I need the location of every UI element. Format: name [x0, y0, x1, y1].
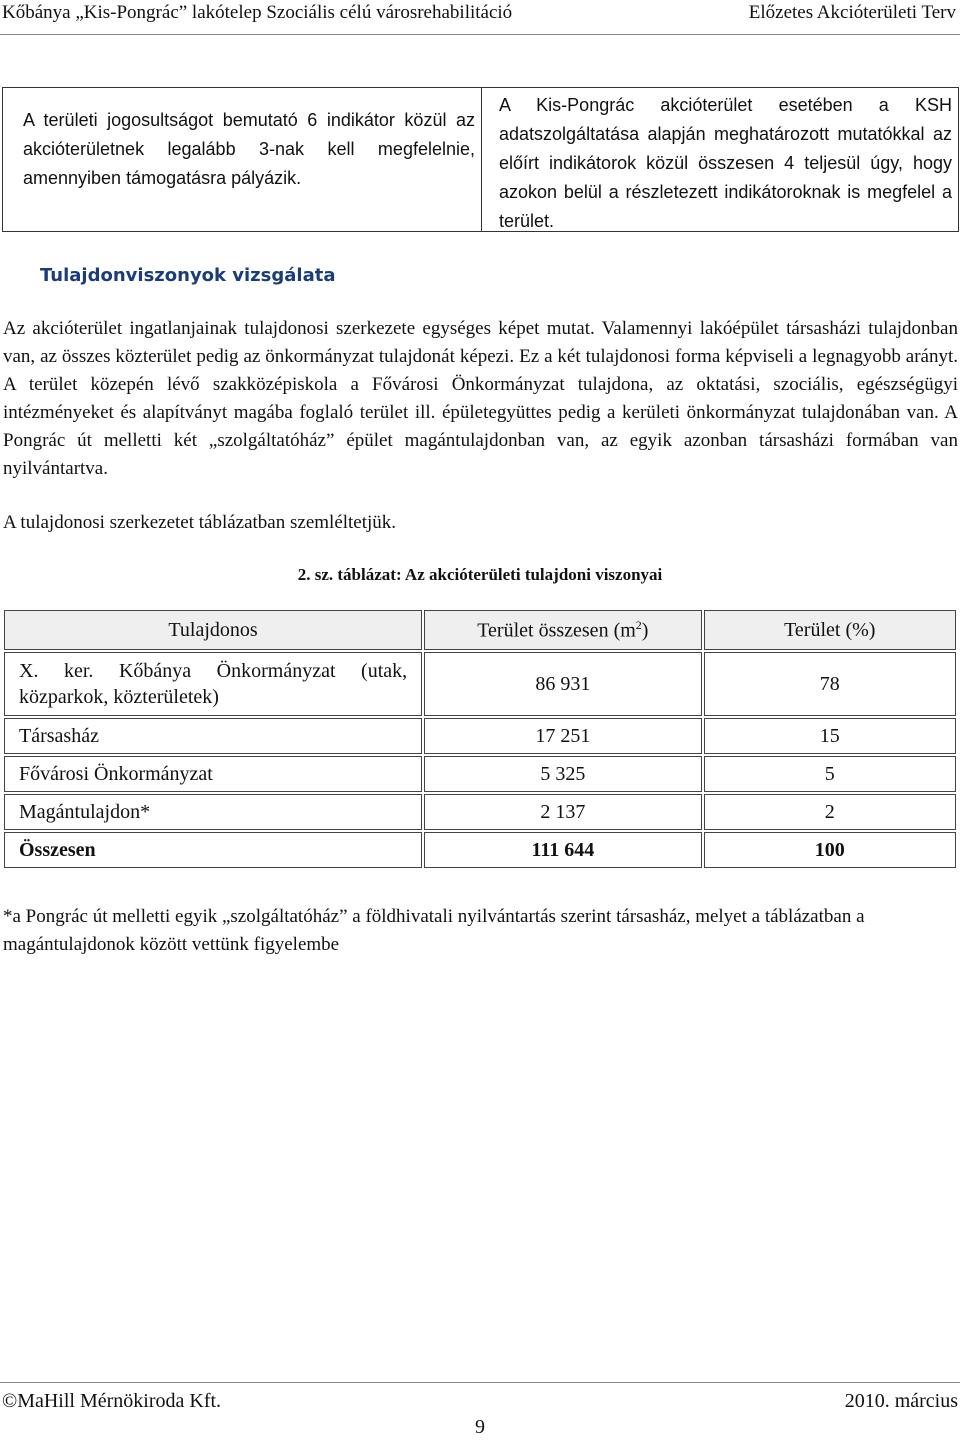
- percent-cell: 15: [704, 718, 956, 754]
- info-box-left: A területi jogosultságot bemutató 6 indikátor közül az akcióterületnek legalább 3-nak kell megfelelnie, amennyiben támogatásra pályázik.: [2, 87, 482, 232]
- table-row: [4, 794, 956, 830]
- footer-divider: [0, 1382, 960, 1383]
- header-doc-name: Előzetes Akcióterületi Terv: [748, 2, 956, 23]
- section-title: Tulajdonviszonyok vizsgálata: [40, 265, 336, 286]
- body-paragraph: Az akcióterület ingatlanjainak tulajdonosi szerkezete egységes képet mutat. Valamennyi lakóépület társasházi tulajdonban van, az összes közterület pedig az önkormányzat tulajdonát képezi. Ez a két tulajdonosi forma képviseli a legnagyobb arányt. A terület közepén lévő szakközépiskola a Fővárosi Önkormányzat tulajdona, az oktatási, szociális, egészségügyi intézményeket és alapítványt magába foglaló terület ill. épületegyüttes pedig a kerületi önkormányzat tulajdonában van. A Pongrác út melletti két „szolgáltatóház” épület magántulajdonban van, az egyik azonban társasházi formában van nyilvántartva.: [3, 318, 958, 479]
- body-paragraph-2: A tulajdonosi szerkezetet táblázatban szemléltetjük.: [3, 512, 397, 533]
- header-owner: Tulajdonos: [4, 610, 422, 650]
- header-title: Kőbánya „Kis-Pongrác” lakótelep Szociális célú városrehabilitáció: [2, 2, 513, 23]
- page-number: 9: [475, 1416, 485, 1438]
- table-row: [4, 652, 956, 716]
- percent-cell: 78: [704, 652, 956, 716]
- area-cell: 86 931: [424, 652, 701, 716]
- owner-cell: Társasház: [4, 718, 422, 754]
- owner-cell: X. ker. Kőbánya Önkormányzat (utak, közparkok, közterületek): [4, 652, 422, 716]
- percent-cell: 100: [704, 832, 956, 868]
- table-total-row: [4, 832, 956, 868]
- table-row: [4, 756, 956, 792]
- ownership-table: [2, 608, 958, 870]
- area-cell: 2 137: [424, 794, 701, 830]
- owner-cell: Fővárosi Önkormányzat: [4, 756, 422, 792]
- footer-company: ©MaHill Mérnökiroda Kft.: [2, 1390, 222, 1412]
- area-cell: 17 251: [424, 718, 701, 754]
- header-area: Terület összesen $(m^2)$: [424, 610, 701, 650]
- table-header-row: [4, 610, 956, 650]
- table-footnote: *a Pongrác út melletti egyik „szolgáltatóház” a földhivatali nyilvántartás szerint társasház, melyet a táblázatban a magántulajdonok között vettünk figyelembe: [3, 906, 865, 955]
- page-header: [0, 0, 960, 35]
- owner-cell: Összesen: [4, 832, 422, 868]
- percent-cell: 5: [704, 756, 956, 792]
- area-cell: 111 644: [424, 832, 701, 868]
- area-cell: 5 325: [424, 756, 701, 792]
- percent-cell: 2: [704, 794, 956, 830]
- table-row: [4, 718, 956, 754]
- info-box-right: A Kis-Pongrác akcióterület esetében a KSH adatszolgáltatása alapján meghatározott mutatókkal az előírt indikátorok közül összesen 4 teljesül úgy, hogy azokon belül a részletezett indikátoroknak is megfelel a terület.: [481, 87, 959, 232]
- footer-date: 2010. március: [844, 1390, 958, 1412]
- owner-cell: Magántulajdon*: [4, 794, 422, 830]
- header-percent: Terület (%): [704, 610, 956, 650]
- table-caption: 2. sz. táblázat: Az akcióterületi tulajdoni viszonyai: [297, 565, 663, 584]
